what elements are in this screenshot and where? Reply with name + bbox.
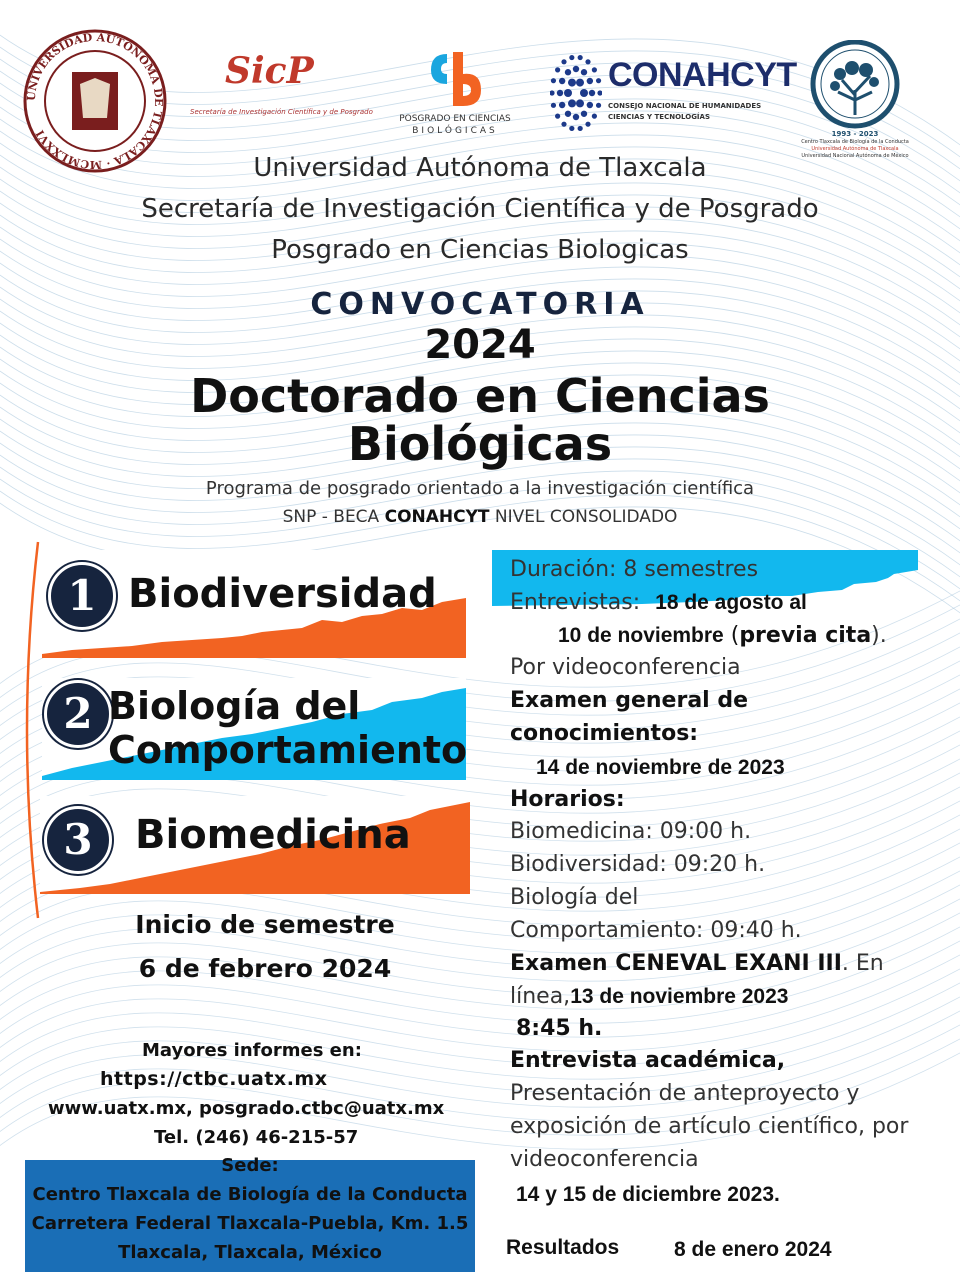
conahcyt-dot <box>576 79 584 87</box>
pcb-mark-icon <box>395 48 515 110</box>
detail-horario-biomedicina: Biomedicina: 09:00 h. <box>510 819 752 844</box>
conahcyt-dot <box>596 103 601 108</box>
area-label-biomedicina: Biomedicina <box>135 812 411 858</box>
wave-line <box>0 888 960 1008</box>
conahcyt-dot <box>550 90 555 95</box>
posgrado-ciencias-biologicas-logo <box>395 48 515 140</box>
convocatoria-year: 2024 <box>424 322 536 368</box>
entrevistas-label: Entrevistas: <box>510 590 648 615</box>
ceneval-date: 13 de noviembre 2023 <box>570 985 789 1008</box>
previa-open: ( <box>723 623 740 648</box>
ctbc-tree-icon <box>800 40 910 132</box>
snp-beca-line <box>0 507 960 527</box>
conahcyt-dot <box>559 102 565 108</box>
area-number-2: 2 <box>44 680 112 748</box>
conahcyt-dot <box>573 114 579 120</box>
area-label-comportamiento <box>108 684 467 772</box>
conahcyt-dot <box>573 66 579 72</box>
ceneval-linea: línea, <box>510 984 571 1009</box>
conahcyt-dot <box>592 114 597 119</box>
snp-suffix: NIVEL CONSOLIDADO <box>489 507 678 527</box>
conahcyt-dot <box>568 79 576 87</box>
conahcyt-subtitle-2: CIENCIAS Y TECNOLOGÍAS <box>608 113 710 121</box>
detail-entrevista-academica: Entrevista académica, <box>510 1048 786 1073</box>
conahcyt-dots-icon <box>550 50 602 136</box>
sicp-logo-wordmark: SicP <box>225 50 314 92</box>
conahcyt-dot <box>564 89 572 97</box>
snp-conahcyt: CONAHCYT <box>384 507 490 527</box>
institution-name: Universidad Autónoma de Tlaxcala <box>253 153 707 183</box>
conahcyt-dot <box>578 55 583 60</box>
ctbc-years: 1993 - 2023 <box>831 130 879 138</box>
detail-horario-comportamiento-1: Biología del <box>510 885 639 910</box>
conahcyt-dot <box>568 99 576 107</box>
conahcyt-dot <box>565 69 571 75</box>
detail-horarios: Horarios: <box>510 787 625 812</box>
detail-videoconferencia: Por videoconferencia <box>510 655 741 680</box>
conahcyt-dot <box>557 90 563 96</box>
program-subtitle: Programa de posgrado orientado a la investigación científica <box>205 478 755 499</box>
inicio-semestre-label: Inicio de semestre <box>135 910 395 939</box>
area-label-biodiversidad: Biodiversidad <box>128 571 437 617</box>
contact-website[interactable]: https://ctbc.uatx.mx <box>100 1068 328 1090</box>
conahcyt-dot <box>555 114 560 119</box>
conahcyt-dot <box>578 126 583 131</box>
sicp-logo-subtitle: Secretaría de Investigación Científica y de Posgrado <box>190 108 373 116</box>
sede-line3: Tlaxcala, Tlaxcala, México <box>118 1242 382 1263</box>
detail-examen-general-1: Examen general de <box>510 688 749 713</box>
conahcyt-dot <box>569 55 574 60</box>
uatx-seal-text: UNIVERSIDAD AUTÓNOMA DE TLAXCALA · MCMLXXVI <box>24 30 166 172</box>
detail-horario-biodiversidad: Biodiversidad: 09:20 h. <box>510 852 766 877</box>
area-number-1: 1 <box>48 562 116 630</box>
contact-heading: Mayores informes en: <box>142 1040 362 1061</box>
detail-presentacion-2: exposición de artículo científico, por <box>510 1114 909 1139</box>
program-office-name: Posgrado en Ciencias Biologicas <box>271 235 689 265</box>
program-title-line1: Doctorado en Ciencias <box>190 369 770 423</box>
ctbc-line3: Universidad Nacional Autónoma de México <box>801 153 909 159</box>
previa-close: ). <box>871 623 887 648</box>
ctbc-line1: Centro Tlaxcala de Biología de la Conducta <box>801 139 909 145</box>
conahcyt-dot <box>565 111 571 117</box>
conahcyt-dot <box>589 90 595 96</box>
detail-duracion: Duración: 8 semestres <box>510 557 759 582</box>
sede-line1: Centro Tlaxcala de Biología de la Conducta <box>32 1184 468 1205</box>
sede-label: Sede: <box>221 1155 279 1176</box>
conahcyt-dot <box>580 89 588 97</box>
secretariat-name: Secretaría de Investigación Científica y de Posgrado <box>141 194 819 224</box>
detail-ceneval-linea <box>510 984 788 1009</box>
detail-entrevistas-end <box>558 623 887 648</box>
inicio-semestre-date: 6 de febrero 2024 <box>138 954 392 983</box>
conahcyt-dot <box>561 59 566 64</box>
ctbc-line2: Universidad Autónoma de Tlaxcala <box>811 146 899 152</box>
conahcyt-dot <box>559 78 565 84</box>
program-title-line2: Biológicas <box>347 417 613 471</box>
conahcyt-dot <box>561 122 566 127</box>
conahcyt-dot <box>581 69 587 75</box>
area-number-3: 3 <box>44 806 112 874</box>
conahcyt-dot <box>576 99 584 107</box>
detail-horario-comportamiento-2: Comportamiento: 09:40 h. <box>510 918 802 943</box>
detail-examen-general-2: conocimientos: <box>510 721 699 746</box>
convocatoria-heading: CONVOCATORIA <box>310 287 650 322</box>
conahcyt-dot <box>596 78 601 83</box>
contact-phone: Tel. (246) 46-215-57 <box>154 1127 359 1148</box>
conahcyt-dot <box>585 122 590 127</box>
conahcyt-dot <box>587 102 593 108</box>
detail-examen-general-date: 14 de noviembre de 2023 <box>536 756 785 779</box>
wave-line <box>0 930 960 1050</box>
conahcyt-dot <box>555 67 560 72</box>
previa-cita: previa cita <box>739 623 872 648</box>
snp-prefix: SNP - BECA <box>282 507 385 527</box>
conahcyt-dot <box>581 111 587 117</box>
pcb-logo-line1: POSGRADO EN CIENCIAS <box>399 114 511 124</box>
conahcyt-dot <box>585 59 590 64</box>
detail-presentacion-date: 14 y 15 de diciembre 2023. <box>516 1183 780 1206</box>
conahcyt-dot <box>587 78 593 84</box>
pcb-logo-line2: BIOLÓGICAS <box>412 126 498 136</box>
program-title <box>0 369 960 471</box>
ceneval-en: . En <box>841 951 884 976</box>
conahcyt-dot <box>551 78 556 83</box>
sede-line2: Carretera Federal Tlaxcala-Puebla, Km. 1.5 <box>31 1213 469 1234</box>
contact-web-email[interactable]: www.uatx.mx, posgrado.ctbc@uatx.mx <box>48 1098 445 1119</box>
conahcyt-dot <box>597 90 602 95</box>
detail-entrevistas <box>510 590 807 615</box>
ceneval-title: Examen CENEVAL EXANI III <box>510 951 842 976</box>
sicp-logo <box>190 50 373 130</box>
area-label-comportamiento-line2: Comportamiento <box>108 728 468 772</box>
conahcyt-dot <box>569 126 574 131</box>
detail-presentacion-1: Presentación de anteproyecto y <box>510 1081 860 1106</box>
conahcyt-logo <box>550 50 797 136</box>
entrevistas-date-start: 18 de agosto al <box>655 591 807 614</box>
detail-presentacion-3: videoconferencia <box>510 1147 699 1172</box>
detail-resultados-label: Resultados <box>506 1236 620 1259</box>
conahcyt-subtitle-1: CONSEJO NACIONAL DE HUMANIDADES <box>608 102 762 110</box>
detail-ceneval <box>510 951 884 976</box>
ctbc-logo <box>800 40 910 160</box>
detail-ceneval-time: 8:45 h. <box>516 1016 603 1041</box>
entrevistas-date-end: 10 de noviembre <box>558 624 724 647</box>
area-label-comportamiento-line1: Biología del <box>108 684 361 728</box>
detail-resultados-date: 8 de enero 2024 <box>674 1238 832 1261</box>
conahcyt-wordmark: CONAHCYT <box>608 56 797 94</box>
conahcyt-dot <box>551 103 556 108</box>
conahcyt-dot <box>592 67 597 72</box>
